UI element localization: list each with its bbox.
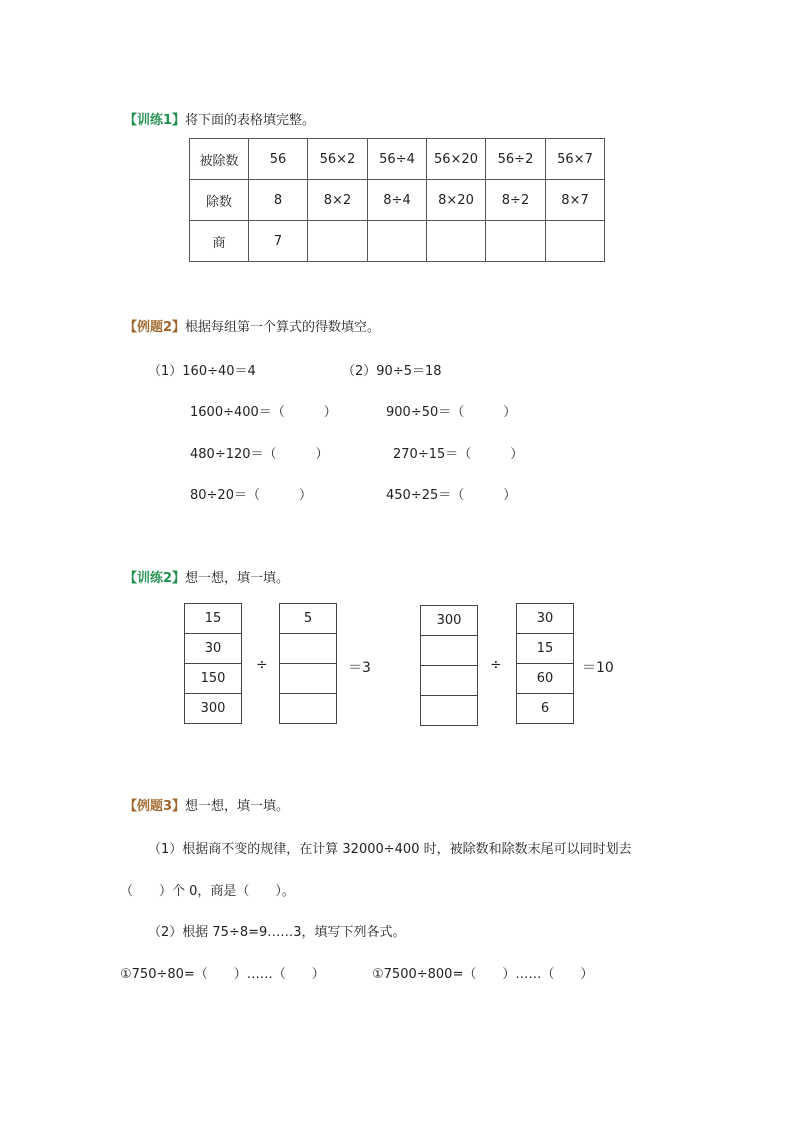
training2-tag: 【训练2】 (124, 571, 186, 586)
answer-cell[interactable] (427, 221, 486, 262)
answer-cell[interactable] (420, 665, 478, 696)
divide-sign: ÷ (256, 657, 268, 673)
left-dividend-stack (184, 603, 242, 724)
stack-cell: 300 (420, 605, 478, 636)
table-row (190, 180, 605, 221)
stack-cell: 300 (184, 693, 242, 724)
example3-tag: 【例题3】 (124, 799, 186, 814)
row-label: 被除数 (190, 139, 249, 180)
training2-heading (124, 567, 289, 586)
training1-heading (124, 109, 315, 128)
question-1-line1: （1）根据商不变的规律，在计算 32000÷400 时，被除数和除数末尾可以同时划去 (148, 842, 632, 857)
group1-item[interactable]: 1600÷400＝（ ） (190, 405, 337, 420)
training2-title: 想一想，填一填。 (185, 571, 290, 586)
row-label: 商 (190, 221, 249, 262)
table-row (190, 139, 605, 180)
divide-sign: ÷ (490, 657, 502, 673)
answer-cell[interactable] (546, 221, 605, 262)
table-cell: 56÷4 (368, 139, 427, 180)
group2-item[interactable]: 270÷15＝（ ） (393, 447, 524, 462)
stack-cell: 30 (184, 633, 242, 664)
table-cell: 8 (249, 180, 308, 221)
question-2-item[interactable]: ①7500÷800=（ ）……（ ） (372, 967, 594, 982)
training1-table (189, 138, 605, 262)
answer-cell[interactable] (308, 221, 368, 262)
example3-title: 想一想，填一填。 (185, 799, 290, 814)
table-row (190, 221, 605, 262)
stack-cell: 150 (184, 663, 242, 694)
table-cell: 8×20 (427, 180, 486, 221)
training1-title: 将下面的表格填完整。 (185, 113, 316, 128)
group1-item[interactable]: 80÷20＝（ ） (190, 488, 312, 503)
table-cell: 56 (249, 139, 308, 180)
left-result: ＝3 (348, 660, 371, 676)
answer-cell[interactable] (279, 633, 337, 664)
question-2-line: （2）根据 75÷8=9……3，填写下列各式。 (148, 925, 406, 940)
example2-heading (124, 316, 380, 335)
table-cell: 56×20 (427, 139, 486, 180)
table-cell: 8×2 (308, 180, 368, 221)
left-divisor-stack (279, 603, 337, 724)
answer-cell[interactable] (368, 221, 427, 262)
example3-heading (124, 795, 289, 814)
question-2-item[interactable]: ①750÷80=（ ）……（ ） (120, 967, 325, 982)
stack-cell: 15 (516, 633, 574, 664)
group2-head: （2）90÷5＝18 (342, 364, 442, 379)
group1-head: （1）160÷40＝4 (148, 364, 256, 379)
question-1-line2[interactable]: （ ）个 0，商是（ ）。 (120, 884, 295, 899)
stack-cell: 30 (516, 603, 574, 634)
table-cell: 8÷4 (368, 180, 427, 221)
answer-cell[interactable] (279, 693, 337, 724)
example2-title: 根据每组第一个算式的得数填空。 (185, 320, 381, 335)
stack-cell: 6 (516, 693, 574, 724)
right-divisor-stack (516, 603, 574, 724)
table-cell: 7 (249, 221, 308, 262)
group1-item[interactable]: 480÷120＝（ ） (190, 447, 329, 462)
answer-cell[interactable] (486, 221, 546, 262)
right-dividend-stack (420, 605, 478, 726)
answer-cell[interactable] (420, 635, 478, 666)
stack-cell: 5 (279, 603, 337, 634)
answer-cell[interactable] (279, 663, 337, 694)
table-cell: 8÷2 (486, 180, 546, 221)
group2-item[interactable]: 900÷50＝（ ） (386, 405, 517, 420)
training1-tag: 【训练1】 (124, 113, 186, 128)
right-result: ＝10 (582, 660, 614, 676)
stack-cell: 15 (184, 603, 242, 634)
table-cell: 56×2 (308, 139, 368, 180)
row-label: 除数 (190, 180, 249, 221)
answer-cell[interactable] (420, 695, 478, 726)
table-cell: 8×7 (546, 180, 605, 221)
group2-item[interactable]: 450÷25＝（ ） (386, 488, 517, 503)
example2-tag: 【例题2】 (124, 320, 186, 335)
table-cell: 56÷2 (486, 139, 546, 180)
table-cell: 56×7 (546, 139, 605, 180)
stack-cell: 60 (516, 663, 574, 694)
